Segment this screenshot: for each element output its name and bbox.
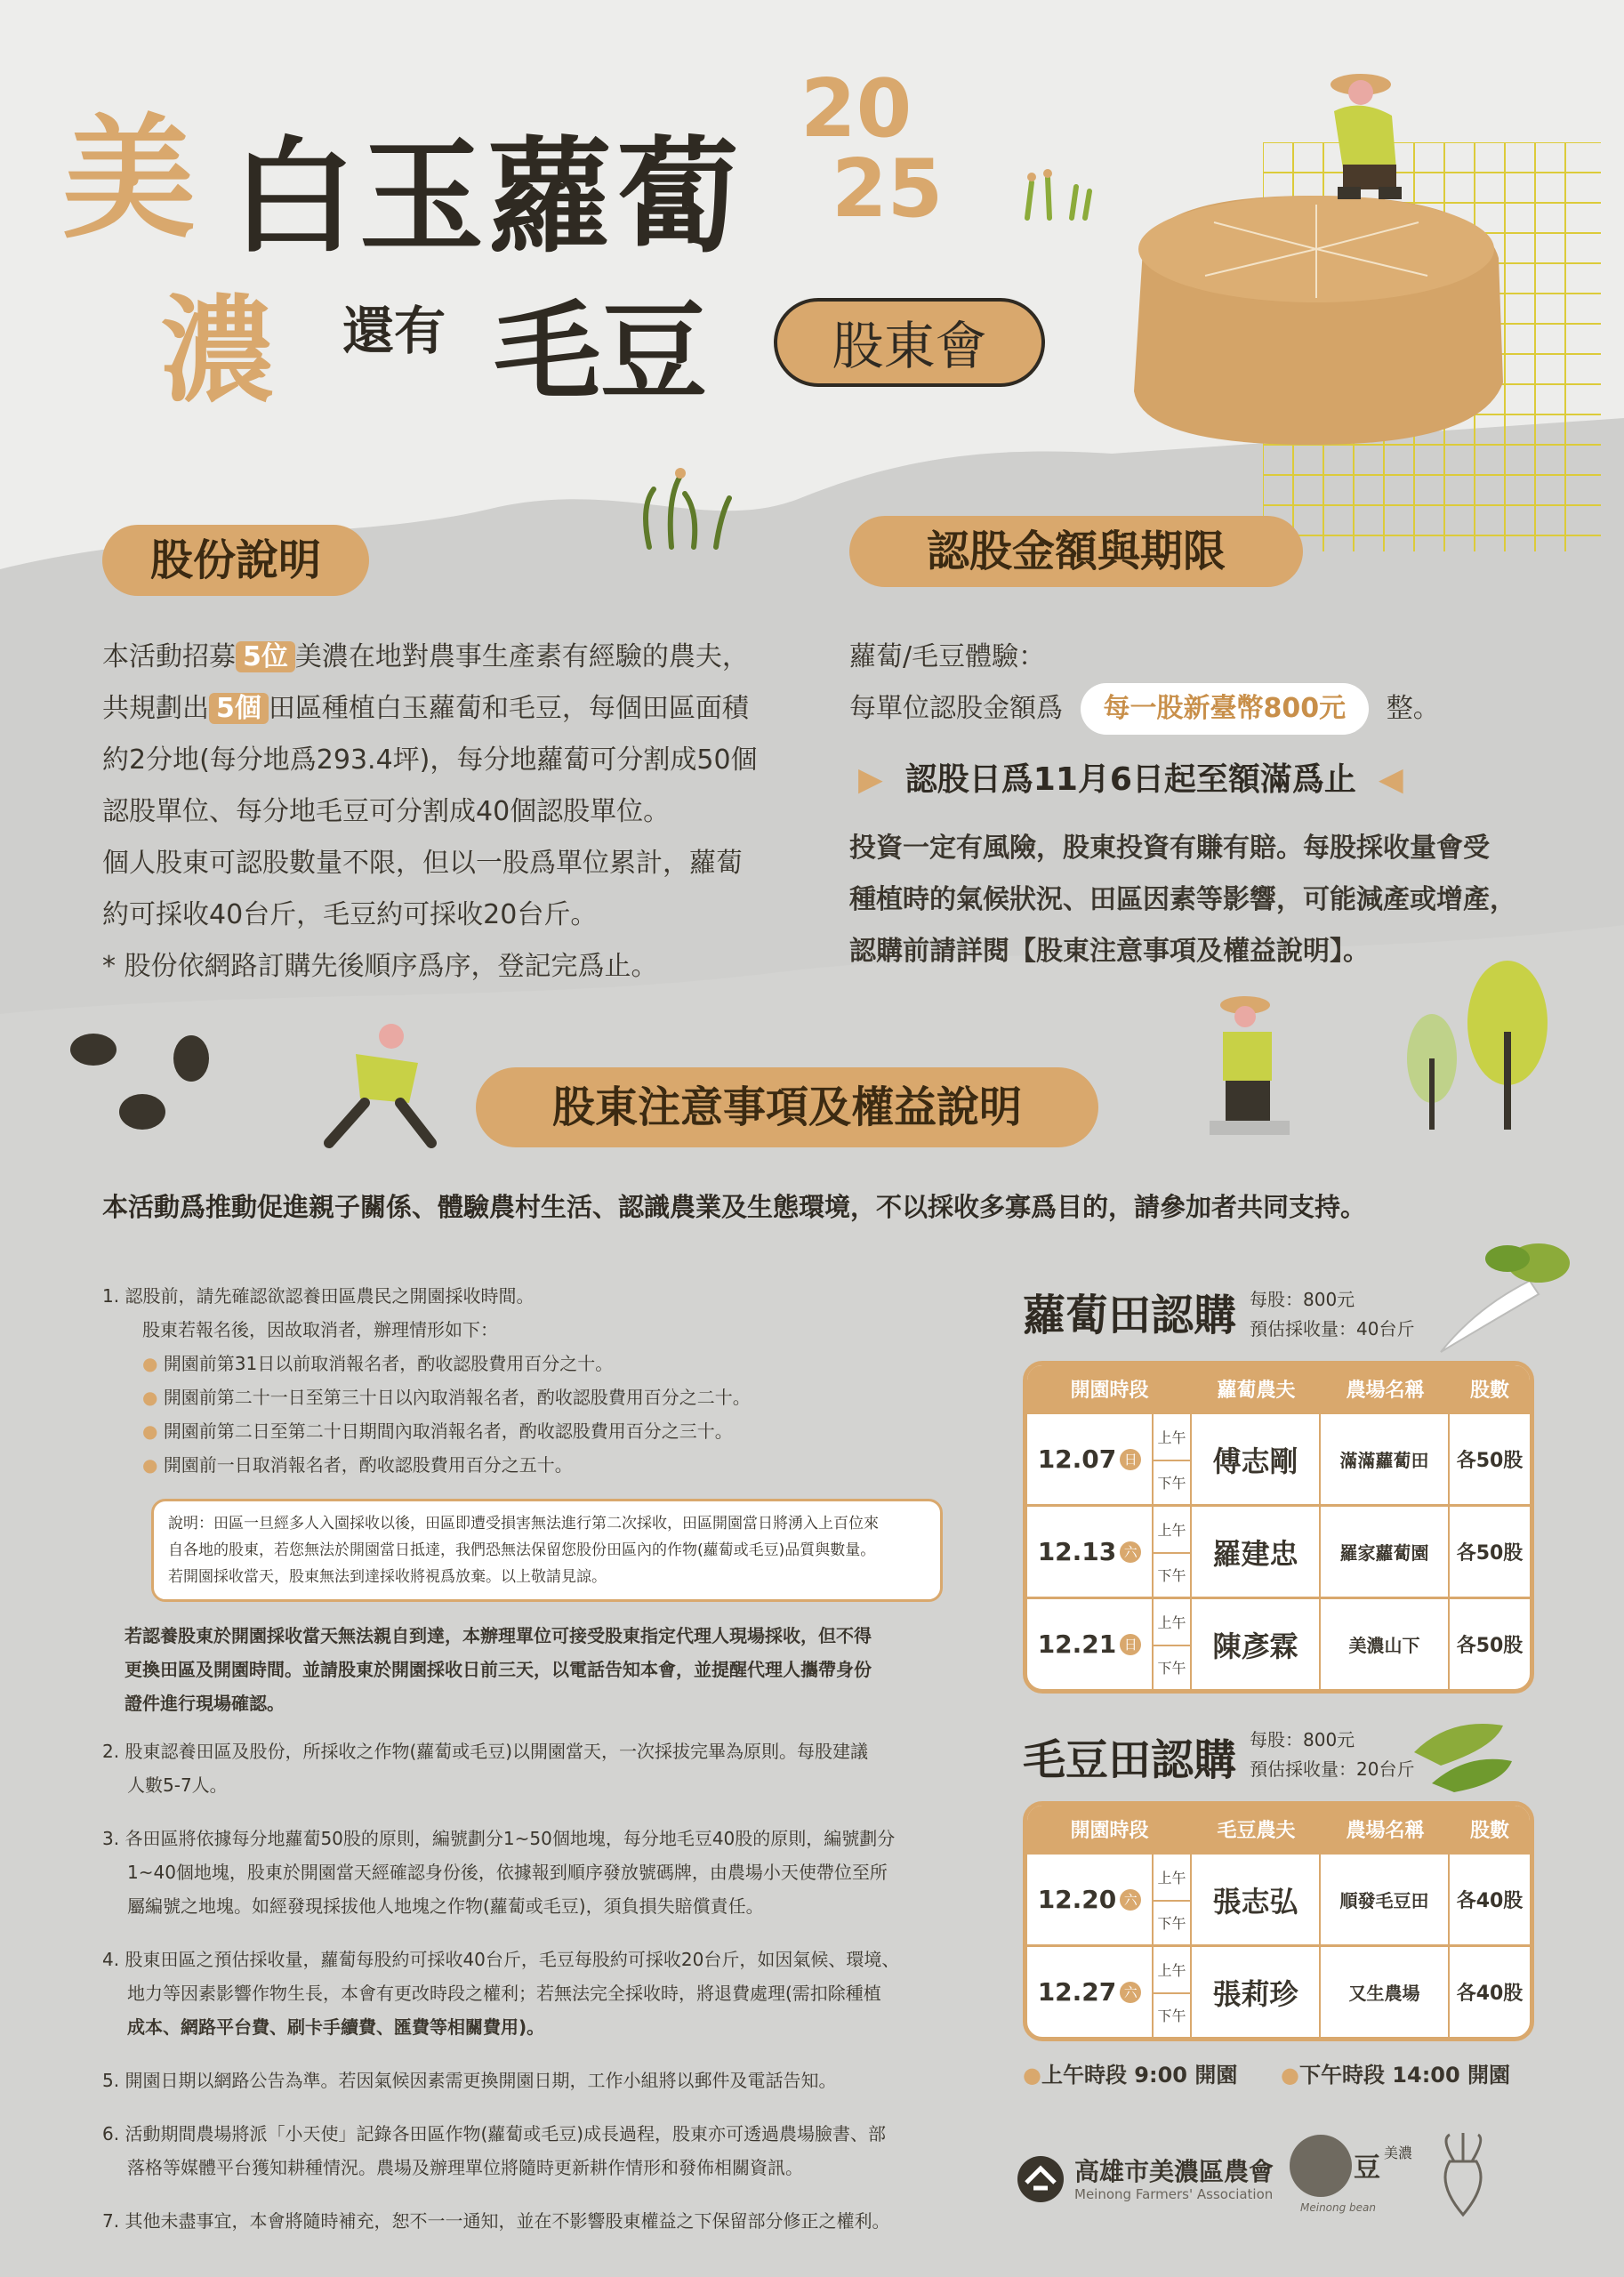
grass-icon	[631, 463, 738, 551]
notice-list	[102, 1279, 956, 1482]
amount-heading: 認股金額與期限	[849, 516, 1303, 587]
bean-price: 每股：800元	[1250, 1729, 1355, 1750]
list-item: ● 開園前第31日以前取消報名者，酌收認股費用百分之十。	[142, 1353, 614, 1374]
org-name-en: Meinong Farmers' Association	[1074, 2186, 1274, 2202]
highlight-5-people: 5位	[236, 641, 295, 672]
highlight-5-fields: 5個	[209, 693, 269, 724]
radish-table	[1023, 1361, 1534, 1694]
table-header: 開園時段 蘿蔔農夫 農場名稱 股數	[1027, 1365, 1530, 1412]
table-row: 12.07 日 上午 下午 傅志剛 滿滿蘿蔔田 各50股	[1027, 1412, 1530, 1504]
explanation-box: 說明：田區一旦經多人入園採收以後，田區即遭受損害無法進行第二次採收，田區開園當日將湧入上百位來 自各地的股東，若您無法於開園當日抵達，我們恐無法保留您股份田區內的作物(蘿蔔或毛豆)品質與數量。 若開園採收當天，股東無法到達採收將視爲放棄。以上敬請見諒。	[151, 1499, 943, 1602]
deadline: ▶ 認股日爲11月6日起至額滿爲止 ◀	[858, 761, 1403, 798]
risk-text: 投資一定有風險，股東投資有賺有賠。每股採收量會受 種植時的氣候狀況、田區因素等影響，可能減產或增產， 認購前請詳閱【股東注意事項及權益說明】。	[849, 833, 1516, 967]
title-edamame: 毛豆	[494, 291, 707, 414]
price-badge: 每一股新臺幣800元	[1081, 683, 1370, 735]
table-row: 12.21 日 上午 下午 陳彥霖 美濃山下 各50股	[1027, 1597, 1530, 1689]
table-row: 12.13 六 上午 下午 羅建忠 羅家蘿蔔園 各50股	[1027, 1504, 1530, 1597]
radish-slice-illustration	[1107, 178, 1516, 463]
hours-pm: ●下午時段 14:00 開園	[1281, 2063, 1511, 2088]
list-item: ● 開園前第二日至第二十日期間內取消報名者，酌收認股費用百分之三十。	[142, 1420, 733, 1442]
shares-heading: 股份說明	[102, 525, 369, 596]
radish-icon	[1423, 1227, 1574, 1361]
proxy-note: 若認養股東於開園採收當天無法親自到達，本辦理單位可接受股東指定代理人現場採收，但不得 更換田區及開園時間。並請股東於開園採收日前三天，以電話告知本會，並提醒代理人攜帶身份 證件進行現場確認。	[125, 1625, 872, 1714]
title-with: 還有	[342, 301, 446, 361]
table-row: 12.27 六 上午 下午 張莉珍 又生農場 各40股	[1027, 1944, 1530, 2037]
radish-table-title: 蘿蔔田認購	[1023, 1291, 1237, 1340]
sprout-icon	[1014, 156, 1094, 227]
bean-logo-side: 美濃	[1384, 2144, 1413, 2161]
bean-yield: 預估採收量：20台斤	[1250, 1758, 1415, 1780]
title-meeting-pill: 股東會	[774, 298, 1045, 387]
purpose-statement: 本活動爲推動促進親子關係、體驗農村生活、認識農業及生態環境，不以採收多寡爲目的，請參加者共同支持。	[102, 1192, 1367, 1222]
title-year-bottom: 25	[832, 142, 944, 236]
radish-logo	[1423, 2130, 1503, 2219]
potatoes-illustration	[67, 1023, 218, 1138]
amount-body: 蘿蔔/毛豆體驗： 每單位認股金額爲 每一股新臺幣800元 整。	[849, 632, 1561, 735]
list-item: 股東若報名後，因故取消者，辦理情形如下：	[142, 1319, 498, 1340]
table-header: 開園時段 毛豆農夫 農場名稱 股數	[1027, 1806, 1530, 1852]
bean-logo-text: 豆	[1354, 2152, 1380, 2184]
farmer-illustration	[1307, 62, 1423, 213]
notice-items-rest: 2. 股東認養田區及股份，所採收之作物(蘿蔔或毛豆)以開園當天，一次採拔完畢為原則。每股建議 人數5-7人。 3. 各田區將依據每分地蘿蔔50股的原則，編號劃分1~50個地塊，每分地毛豆40股的原則，編號劃分 1~40個地塊，股東於開園當天經確認身份後，依據報到順序發放號碼牌，由農場小天使帶位至所 屬編號之地塊。如經發現採拔他人地塊之作物(蘿蔔或毛豆)，須負損失賠償責任。 4. 股東田區之預估採收量，蘿蔔每股約可採收40台斤，毛豆每股約可採收20台斤，如因氣候、環境、 地力等因素影響作物生長，本會有更改時段之權利；若無法完全採收時，將退費處理(需扣除種植 成本、網路平台費、刷卡手續費、匯費等相關費用)。 5. 開園日期以網路公告為準。若因氣候因素需更換開園日期，工作小組將以郵件及電話告知。 6. 活動期間農場將派「小天使」記錄各田區作物(蘿蔔或毛豆)成長過程，股東亦可透過農場臉書、部 落格等媒體平台獲知耕種情況。農場及辦理單位將隨時更新耕作情形和發佈相關資訊。 7. 其他未盡事宜，本會將隨時補充，恕不一一通知，並在不影響股東權益之下保留部分修正之權利。	[102, 1741, 900, 2232]
bean-table	[1023, 1801, 1534, 2041]
bean-logo	[1290, 2135, 1352, 2197]
title-mei: 美	[62, 102, 197, 257]
bean-logo-sub: Meinong bean	[1300, 2201, 1377, 2214]
bean-table-title: 毛豆田認購	[1023, 1735, 1237, 1785]
list-item: ● 開園前一日取消報名者，酌收認股費用百分之五十。	[142, 1454, 573, 1476]
table-row: 12.20 六 上午 下午 張志弘 順發毛豆田 各40股	[1027, 1852, 1530, 1944]
radish-price: 每股：800元	[1250, 1289, 1355, 1310]
list-item: 1. 認股前，請先確認欲認養田區農民之開園採收時間。	[102, 1285, 535, 1307]
standing-farmer-illustration	[1183, 992, 1307, 1147]
notice-heading: 股東注意事項及權益說明	[476, 1067, 1098, 1147]
farmers-association-logo	[1014, 2152, 1067, 2206]
list-item: ● 開園前第二十一日至第三十日以內取消報名者，酌收認股費用百分之二十。	[142, 1387, 751, 1408]
title-main: 白玉蘿蔔	[231, 125, 744, 270]
title-nong: 濃	[160, 283, 277, 418]
running-person-illustration	[302, 1018, 445, 1152]
edamame-icon	[1405, 1699, 1521, 1797]
radish-yield: 預估採收量：40台斤	[1250, 1318, 1415, 1340]
trees-illustration	[1396, 961, 1565, 1138]
shares-body: 本活動招募 5位 美濃在地對農事生產素有經驗的農夫， 共規劃出 5個 田區種植白玉蘿蔔和毛豆，每個田區面積 約2分地(每分地爲293.4坪)，每分地蘿蔔可分割成50個 認股單位、每分地毛豆可分割成40個認股單位。 個人股東可認股數量不限，但以一股爲單位累計，蘿蔔 約可採收40台斤，毛豆約可採收20台斤。 * 股份依網路訂購先後順序爲序，登記完爲止。	[102, 641, 758, 982]
org-name: 高雄市美濃區農會	[1074, 2157, 1274, 2186]
hours-am: ●上午時段 9:00 開園	[1023, 2063, 1238, 2088]
title-year-top: 20	[800, 62, 912, 156]
